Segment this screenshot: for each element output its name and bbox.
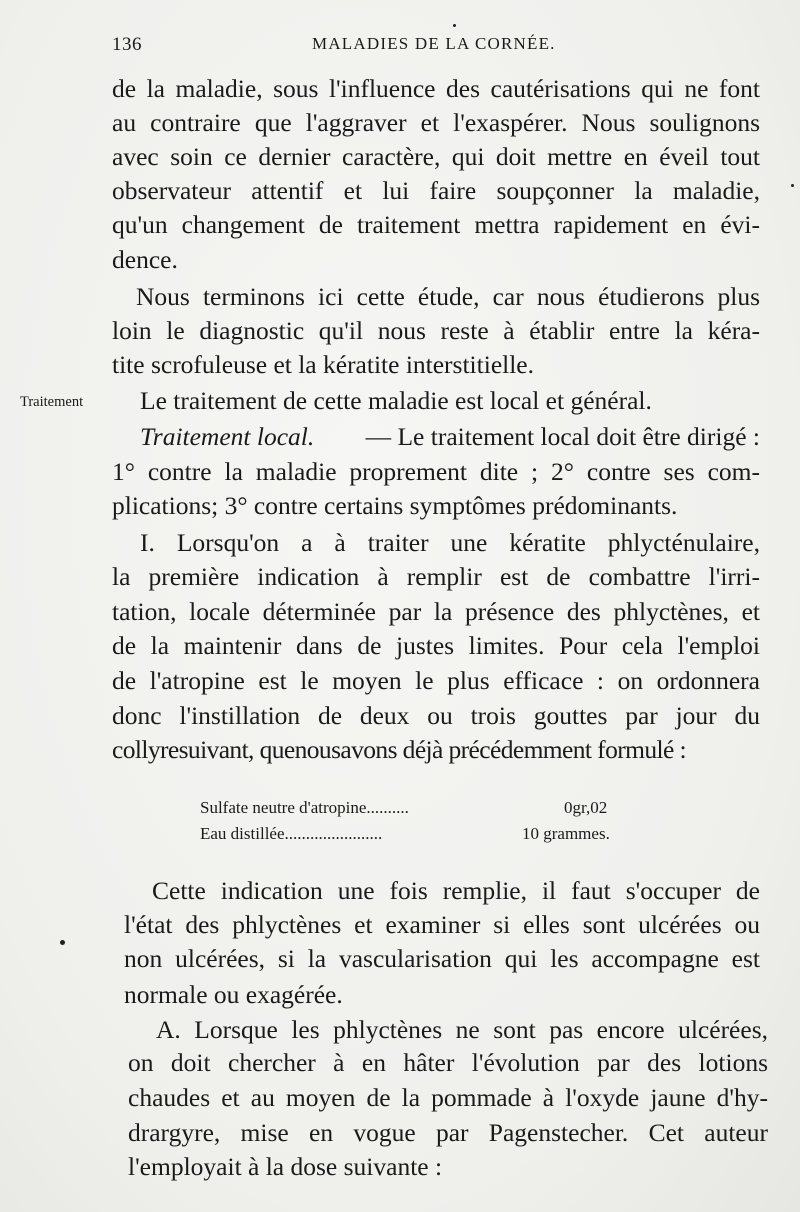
- text-fragment: — Le traitement local doit être dirigé :: [359, 422, 760, 451]
- text-line: Nous terminons ici cette étude, car nous étudierons plus: [136, 282, 760, 311]
- ink-dot: [453, 24, 456, 27]
- text-line: [140, 422, 760, 452]
- text-line: on doit chercher à en hâter l'évolution par des lotions: [128, 1048, 768, 1077]
- formula-quantity: 0gr,02: [564, 798, 608, 817]
- text-line: au contraire que l'aggraver et l'exaspérer. Nous soulignons: [112, 108, 760, 137]
- text-line: plications; 3° contre certains symptômes prédominants.: [112, 491, 678, 520]
- text-line: observateur attentif et lui faire soupçonner la maladie,: [112, 176, 760, 205]
- formula-ingredient: Sulfate neutre d'atropine..........: [200, 798, 409, 817]
- text-line: dence.: [112, 245, 178, 274]
- text-line: tation, locale déterminée par la présence des phlyctènes, et: [112, 597, 760, 626]
- text-line: Le traitement de cette maladie est local et général.: [140, 386, 652, 415]
- text-line: tite scrofuleuse et la kératite interstitielle.: [112, 350, 534, 379]
- margin-note: Traitement: [20, 394, 84, 410]
- text-line: I. Lorsqu'on a à traiter une kératite phlycténulaire,: [140, 528, 760, 557]
- text-line: l'état des phlyctènes et examiner si elles sont ulcérées ou: [124, 910, 760, 939]
- text-line: collyresuivant, quenousavons déjà précédemment formulé :: [112, 735, 686, 764]
- text-line: avec soin ce dernier caractère, qui doit mettre en éveil tout: [112, 142, 760, 171]
- text-line: donc l'instillation de deux ou trois gouttes par jour du: [112, 701, 760, 730]
- italic-heading: Traitement local.: [140, 422, 315, 451]
- running-title: MALADIES DE LA CORNÉE.: [312, 34, 556, 53]
- text-line: A. Lorsque les phlyctènes ne sont pas encore ulcérées,: [156, 1015, 768, 1044]
- text-line: de la maladie, sous l'influence des cautérisations qui ne font: [112, 74, 760, 103]
- page-number: 136: [112, 34, 142, 55]
- ink-dot: [60, 940, 65, 945]
- text-line: non ulcérées, si la vascularisation qui les accompagne est: [124, 944, 760, 973]
- text-line: chaudes et au moyen de la pommade à l'oxyde jaune d'hy-: [128, 1083, 768, 1112]
- text-line: 1° contre la maladie proprement dite ; 2° contre ses com-: [112, 457, 760, 486]
- ink-dot: [791, 184, 794, 187]
- text-line: loin le diagnostic qu'il nous reste à établir entre la kéra-: [112, 316, 760, 345]
- text-line: drargyre, mise en vogue par Pagenstecher. Cet auteur: [128, 1118, 768, 1147]
- formula-ingredient: Eau distillée.......................: [200, 824, 383, 843]
- formula-quantity: 10 grammes.: [522, 824, 610, 843]
- text-line: l'employait à la dose suivante :: [128, 1152, 443, 1181]
- text-line: la première indication à remplir est de combattre l'irri-: [112, 562, 760, 591]
- text-line: de la maintenir dans de justes limites. Pour cela l'emploi: [112, 631, 760, 660]
- page-header: [112, 34, 762, 56]
- text-line: Cette indication une fois remplie, il faut s'occuper de: [152, 876, 760, 905]
- text-line: qu'un changement de traitement mettra rapidement en évi-: [112, 210, 760, 239]
- text-line: de l'atropine est le moyen le plus efficace : on ordonnera: [112, 666, 760, 695]
- text-line: normale ou exagérée.: [124, 980, 343, 1009]
